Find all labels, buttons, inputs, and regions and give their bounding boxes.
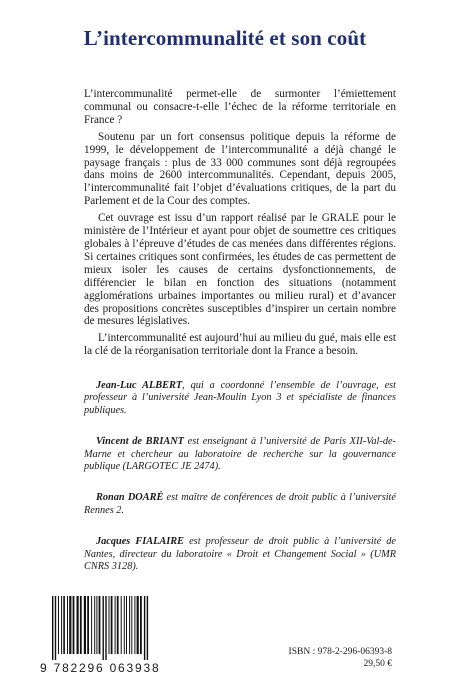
author-bio: [84, 536, 396, 573]
description-paragraph: L’intercommunalité permet-elle de surmonter l’émiettement communal ou consacre-t-elle l’échec de la réforme territoriale en France ?: [84, 88, 396, 126]
author-description: est maître de conférences de droit public à l’université Rennes 2.: [84, 492, 396, 516]
barcode-bar: [84, 596, 86, 654]
barcode-bar: [63, 596, 65, 654]
barcode-bar: [134, 596, 135, 654]
barcode-guard-bar: [105, 596, 106, 660]
barcode-bar: [67, 596, 68, 654]
description-paragraph: Cet ouvrage est issu d’un rapport réalisé par le GRALE pour le ministère de l’Intérieur et ayant pour objet de soumettre ces critiques globales à l’épreuve d’études de cas menées dans différentes régions. Si certaines critiques sont confirmées, les études de cas permettent de mieux isoler les causes de certains dysfonctionnements, de différencier le bilan en fonction des situations (notamment agglomérations urbaines importantes ou milieu rural) et d’avancer des propositions concrètes susceptibles d’inspirer un certain nombre de mesures législatives.: [84, 212, 396, 328]
author-description: est professeur de droit public à l’université de Nantes, directeur du laboratoire « Droit et Changement Social » (UMR CNRS 3128).: [84, 536, 396, 573]
barcode-bar: [69, 596, 71, 654]
barcode-bar: [58, 596, 59, 654]
barcode-guard-bar: [55, 596, 56, 660]
barcode-bars: [40, 596, 200, 660]
barcode-bar: [121, 596, 122, 654]
author-name: Jean-Luc ALBERT: [96, 380, 183, 391]
book-title: L’intercommunalité et son coût: [83, 26, 367, 50]
barcode-bar: [91, 596, 92, 654]
barcode-bar: [77, 596, 79, 654]
author-description: , qui a coordonné l’ensemble de l’ouvrage, est professeur à l’université Jean-Moulin Lyon 3 et spécialiste de finances publiques.: [84, 380, 397, 416]
barcode-bar: [73, 596, 75, 654]
price: 29,50 €: [363, 659, 392, 669]
author-bios: [84, 380, 396, 592]
author-name: Vincent de BRIANT: [96, 436, 184, 448]
author-description: est enseignant à l’université de Paris XII-Val-de-Marne et chercheur au laboratoire de recherche sur la gouvernance publique (LARGOTEC JE 2474).: [84, 436, 396, 473]
author-name: Jacques FIALAIRE: [96, 536, 185, 548]
barcode-bar: [129, 596, 130, 654]
barcode-bar: [137, 596, 139, 654]
barcode-bar: [87, 596, 89, 654]
barcode-bar: [131, 596, 132, 654]
barcode-bar: [124, 596, 125, 654]
barcode-bar: [126, 596, 127, 654]
barcode-bar: [94, 596, 95, 654]
barcode-bar: [80, 596, 82, 654]
barcode-bar: [96, 596, 97, 654]
barcode-bar: [111, 596, 113, 654]
barcode-bar: [109, 596, 110, 654]
author-bio: [84, 436, 396, 473]
barcode-digits: 9 782296 063938: [40, 661, 161, 675]
isbn: ISBN : 978-2-296-06393-8: [288, 647, 392, 657]
author-bio: [84, 492, 396, 517]
author-bio: [84, 380, 396, 417]
barcode-bar: [117, 596, 119, 654]
description-paragraph: L’intercommunalité est aujourd’hui au milieu du gué, mais elle est la clé de la réorganisation territoriale dont la France a besoin.: [84, 332, 396, 358]
barcode-guard-bar: [144, 596, 145, 660]
barcode-guard-bar: [52, 596, 53, 660]
barcode: [40, 596, 200, 678]
author-name: Ronan DOARÉ: [96, 492, 164, 504]
barcode-guard-bar: [147, 596, 148, 660]
barcode-bar: [115, 596, 116, 654]
barcode-bar: [61, 596, 62, 654]
barcode-bar: [140, 596, 142, 654]
description: [84, 88, 396, 362]
description-paragraph: Soutenu par un fort consensus politique depuis la réforme de 1999, le développement de l’intercommunalité a déjà changé le paysage français : plus de 33 000 communes sont déjà regroupées dans moins de 2600 intercommunalités. Cependant, depuis 2005, l’intercommunalité fait l’objet d’évaluations critiques, de la part du Parlement et de la Cour des comptes.: [84, 130, 396, 208]
barcode-guard-bar: [103, 596, 104, 660]
barcode-bar: [99, 596, 101, 654]
